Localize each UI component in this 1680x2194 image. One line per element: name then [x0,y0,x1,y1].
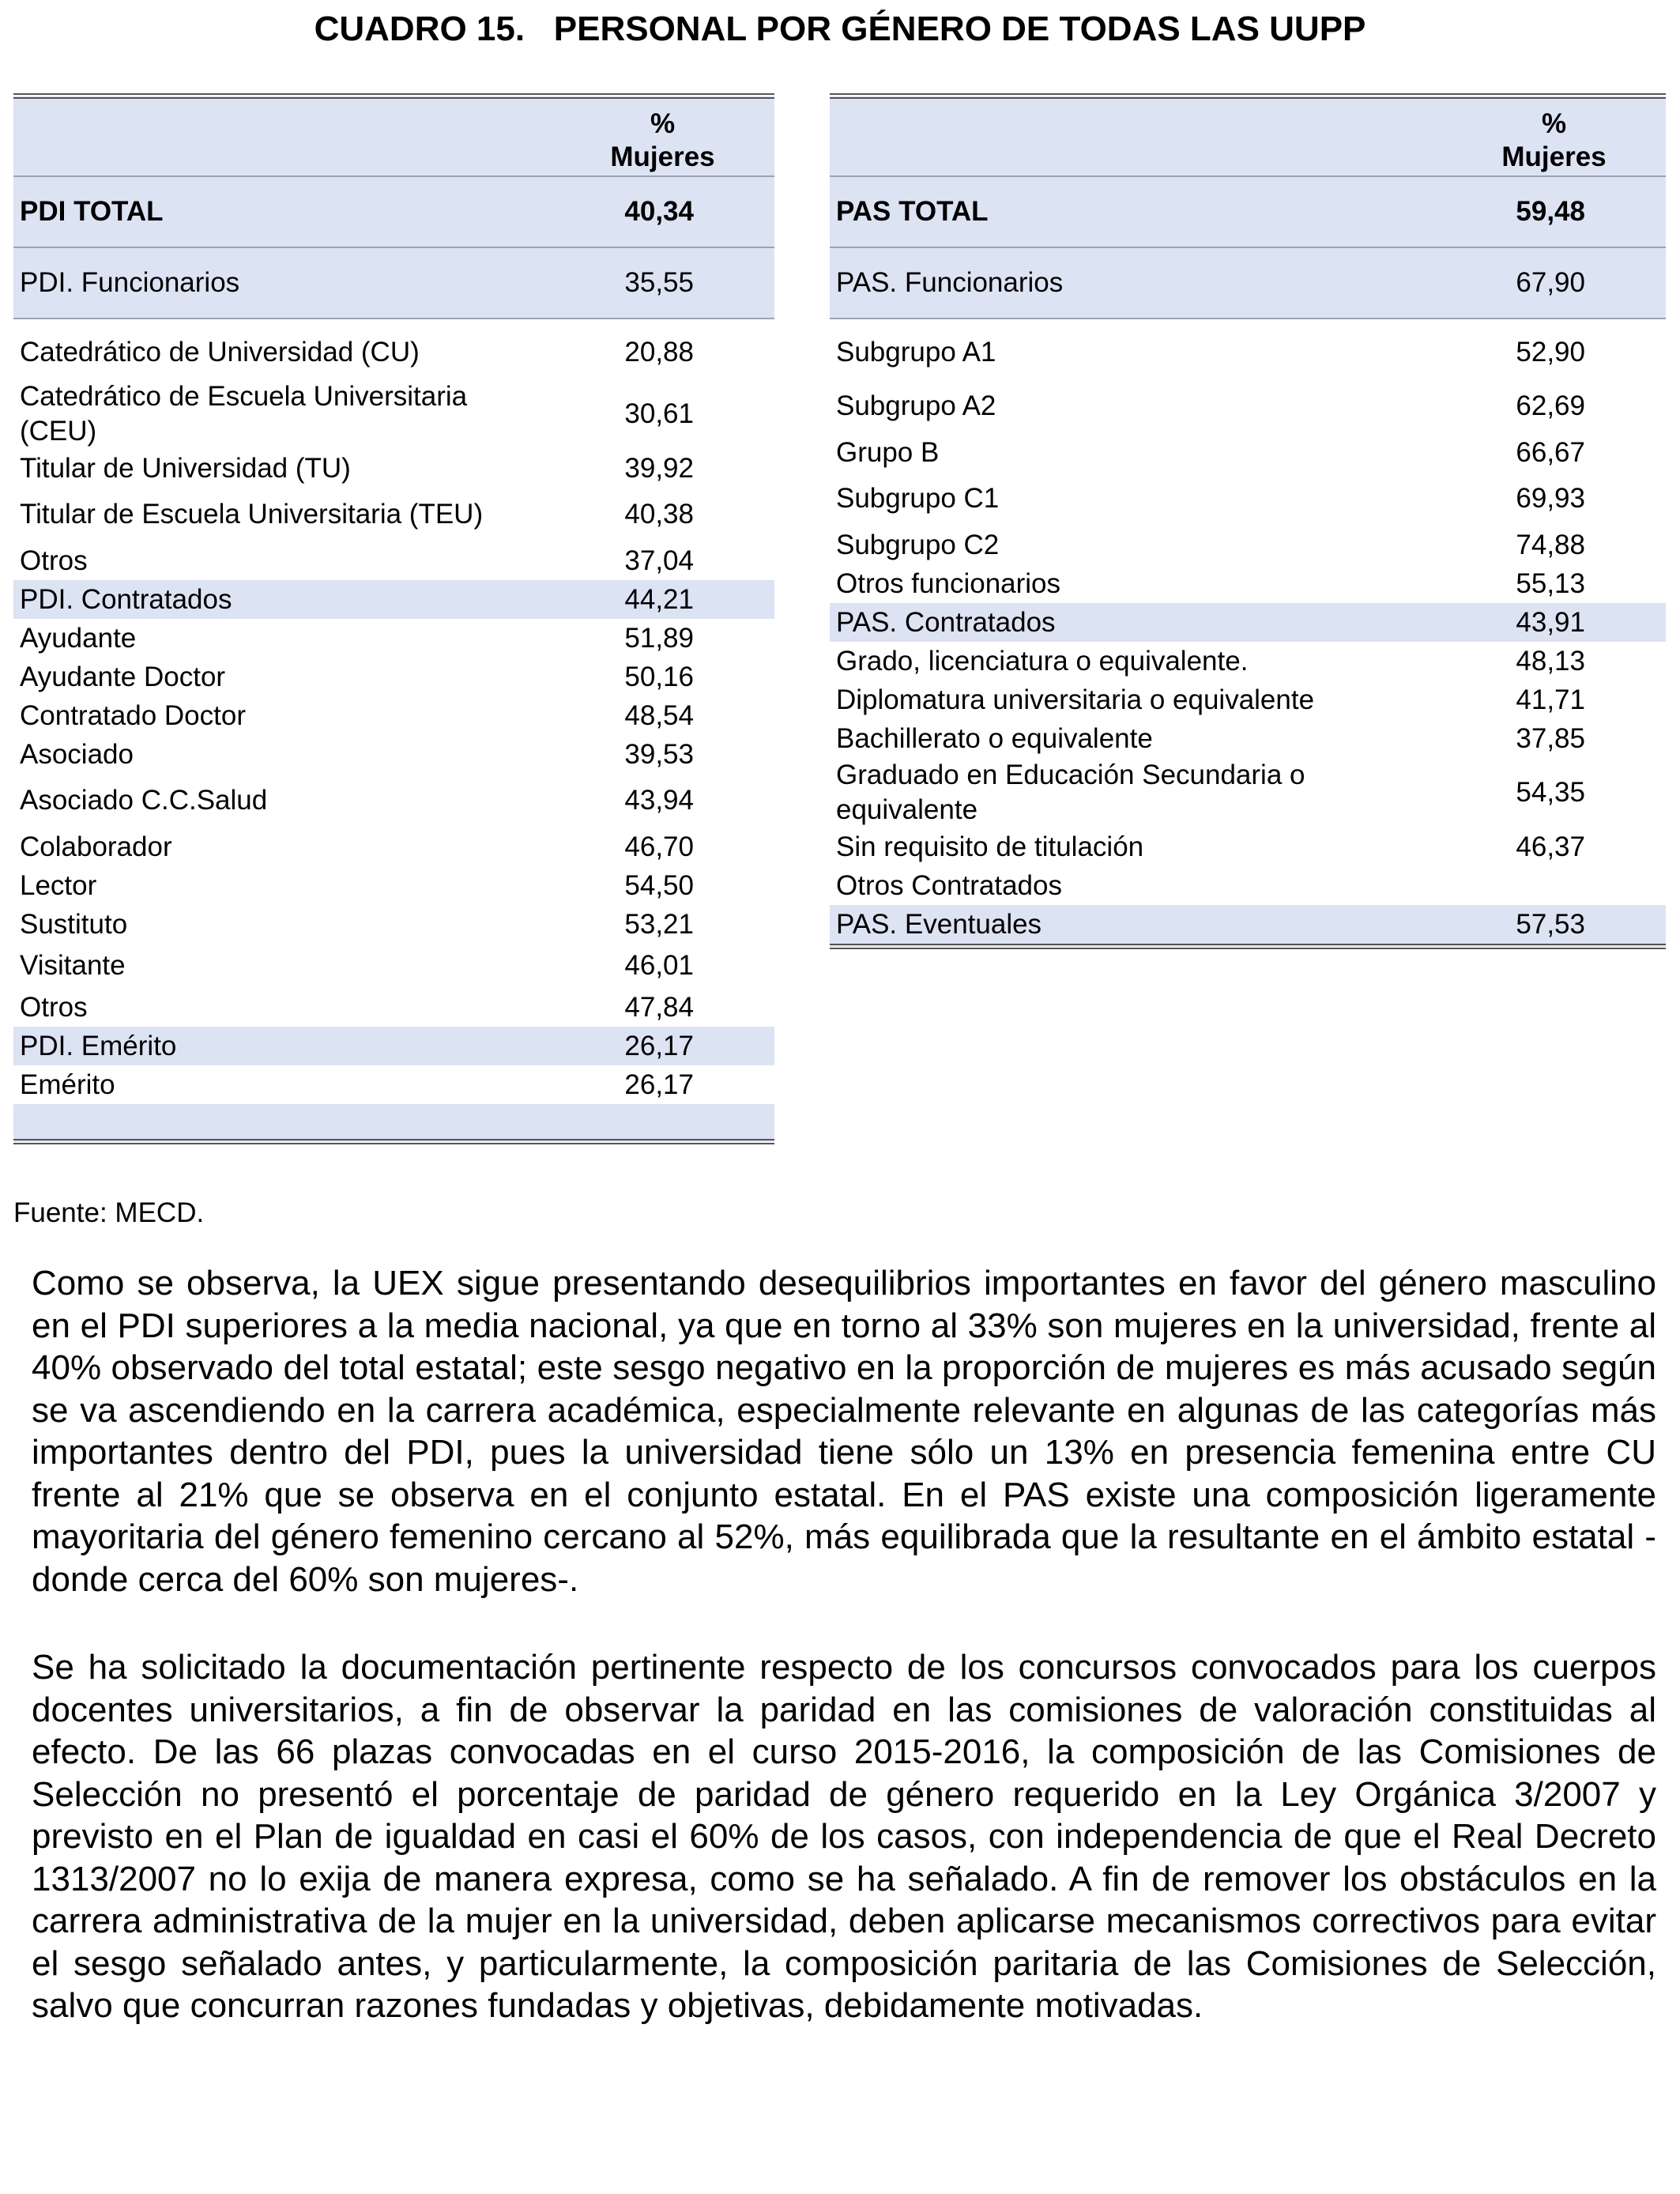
row-label: Grupo B [836,436,940,468]
row-label: Otros Contratados [836,869,1062,901]
table-row [830,905,1666,947]
row-label [830,319,1436,326]
table-row [13,580,774,619]
table-row [830,603,1666,642]
table-row [830,176,1666,247]
table-row [830,827,1666,866]
row-label: Otros funcionarios [836,567,1061,599]
table-row [13,905,774,944]
row-value: 57,53 [1436,905,1666,947]
table-row [13,326,774,379]
row-label: Subgrupo A2 [836,390,996,421]
table-row [830,379,1666,433]
table-row [13,319,774,326]
row-label: PDI. Emérito [13,1027,544,1065]
table-row [830,866,1666,905]
table-row [830,758,1666,827]
row-value: 54,35 [1516,777,1585,808]
table-row [830,319,1666,326]
pdi-table-body [13,176,774,1142]
table-row [13,696,774,735]
table-row [13,488,774,541]
table-row [830,326,1666,379]
row-label: PAS. Funcionarios [830,247,1436,319]
row-value: 39,53 [624,738,694,770]
row-value: 43,91 [1436,603,1666,642]
row-value: 37,85 [1516,722,1585,754]
pas-table-body [830,176,1666,947]
row-label: PAS. Contratados [830,603,1436,642]
row-label [13,1104,544,1142]
paragraph-2: Se ha solicitado la documentación pertinente respecto de los concursos convocados para los cuerpos docentes universitarios, a fin de observar la paridad en las comisiones de valoración constituidas al efecto. De las 66 plazas convocadas en el curso 2015-2016, la composición de las Comisiones de Selección no presentó el porcentaje de paridad de género requerido en la Ley Orgánica 3/2007 y previsto en el Plan de igualdad en casi el 60% de los casos, con independencia de que el Real Decreto 1313/2007 no lo exija de manera expresa, como se ha señalado. A fin de remover los obstáculos en la carrera administrativa de la mujer en la universidad, deben aplicarse mecanismos correctivos para evitar el sesgo señalado antes, y particularmente, la composición paritaria de las Comisiones de Selección, salvo que concurran razones fundadas y objetivas, debidamente motivadas. [32,1648,1656,2025]
row-label: Diplomatura universitaria o equivalente [836,684,1315,715]
row-label: Lector [20,869,97,901]
row-label [13,319,544,326]
table-row [830,526,1666,564]
row-label: Graduado en Educación Secundaria o equivalente [836,760,1305,825]
row-label: Emérito [20,1069,115,1100]
row-value: 50,16 [624,661,694,692]
row-label: Titular de Escuela Universitaria (TEU) [20,499,484,530]
row-value: 30,61 [624,398,694,429]
row-value: 26,17 [544,1027,774,1065]
table-row [13,658,774,696]
row-value: 54,50 [624,869,694,901]
row-label: PDI. Contratados [13,580,544,619]
row-value: 67,90 [1436,247,1666,319]
row-value: 44,21 [544,580,774,619]
row-label: Colaborador [20,831,172,862]
row-value: 69,93 [1516,483,1585,514]
row-value: 53,21 [624,908,694,940]
row-value [1436,319,1666,326]
row-value: 59,48 [1436,176,1666,247]
row-value [1436,866,1666,905]
row-label: Sustituto [20,908,128,940]
row-value: 62,69 [1516,390,1585,421]
row-label: Subgrupo C1 [836,483,1000,514]
row-label: Bachillerato o equivalente [836,722,1153,754]
row-label: PAS. Eventuales [830,905,1436,947]
row-label: PAS TOTAL [830,176,1436,247]
table-row [13,866,774,905]
row-value: 40,34 [544,176,774,247]
table-row [13,1104,774,1142]
row-label: Sin requisito de titulación [836,831,1144,862]
row-label: Titular de Universidad (TU) [20,452,351,484]
pas-table-header [830,96,1666,177]
row-label: Asociado C.C.Salud [20,785,268,816]
table-row [830,680,1666,719]
row-value: 41,71 [1516,684,1585,715]
row-label: Subgrupo C2 [836,529,1000,560]
row-value: 39,92 [624,452,694,484]
pas-header-label [830,96,1436,177]
table-row [13,247,774,319]
table-row [13,944,774,988]
row-value: 66,67 [1516,436,1585,468]
row-value: 46,70 [624,831,694,862]
row-value: 37,04 [624,545,694,576]
paragraph-1: Como se observa, la UEX sigue presentando desequilibrios importantes en favor del género masculino en el PDI superiores a la media nacional, ya que en torno al 33% son mujeres en la universidad, frente al 40% observado del total estatal; este sesgo negativo en la proporción de mujeres es más acusado según se va ascendiendo en la carrera académica, especialmente relevante en algunas de las categorías más importantes dentro del PDI, pues la universidad tiene sólo un 13% en presencia femenina entre CU frente al 21% que se observa en el conjunto estatal. En el PAS existe una composición ligeramente mayoritaria del género femenino cercano al 52%, más equilibrada que la resultante en el ámbito estatal -donde cerca del 60% son mujeres-. [32,1264,1656,1599]
row-label: Asociado [20,738,134,770]
row-value: 26,17 [624,1069,694,1100]
table-title: CUADRO 15. PERSONAL POR GÉNERO DE TODAS LAS UUPP [314,9,1366,48]
row-value: 46,37 [1516,831,1585,862]
row-value: 47,84 [624,991,694,1023]
row-label: Subgrupo A1 [836,337,996,368]
row-label: PDI TOTAL [13,176,544,247]
table-row [830,642,1666,680]
pdi-table-header [13,96,774,177]
table-row [13,774,774,827]
table-row [13,176,774,247]
row-label: Ayudante Doctor [20,661,226,692]
row-value: 46,01 [624,950,694,981]
table-row [830,719,1666,758]
row-value: 43,94 [624,785,694,816]
table-row [830,247,1666,319]
table-row [13,449,774,488]
row-label: Catedrático de Escuela Universitaria (CEU) [20,381,468,447]
row-value: 48,13 [1516,645,1585,677]
table-row [13,827,774,866]
row-value: 52,90 [1516,337,1585,368]
table-row [13,541,774,580]
row-label: Otros [20,545,88,576]
row-value: 48,54 [624,699,694,731]
row-value: 35,55 [544,247,774,319]
pdi-header-label [13,96,544,177]
table-row [13,735,774,774]
pdi-header-text: % Mujeres [610,108,715,172]
row-value [544,319,774,326]
row-label: PDI. Funcionarios [13,247,544,319]
table-row [13,619,774,658]
row-value: 40,38 [624,499,694,530]
table-row [830,564,1666,603]
row-label: Catedrático de Universidad (CU) [20,337,420,368]
table-row [830,472,1666,526]
row-value [544,1104,774,1142]
source-note: Fuente: MECD. [13,1197,205,1228]
pdi-header-value [544,96,774,177]
table-row [13,1065,774,1104]
table-row [13,1027,774,1065]
pas-header-value [1436,96,1666,177]
table-row [830,433,1666,472]
table-row [13,988,774,1027]
row-label: Visitante [20,950,126,981]
row-label: Contratado Doctor [20,699,246,731]
pas-table [830,93,1666,949]
row-label: Otros [20,991,88,1023]
row-label: Grado, licenciatura o equivalente. [836,645,1249,677]
pas-header-text: % Mujeres [1501,108,1607,172]
pdi-table [13,93,774,1144]
table-row [13,379,774,449]
row-value: 55,13 [1516,567,1585,599]
row-label: Ayudante [20,622,137,654]
row-value: 51,89 [624,622,694,654]
row-value: 20,88 [624,337,694,368]
row-value: 74,88 [1516,529,1585,560]
